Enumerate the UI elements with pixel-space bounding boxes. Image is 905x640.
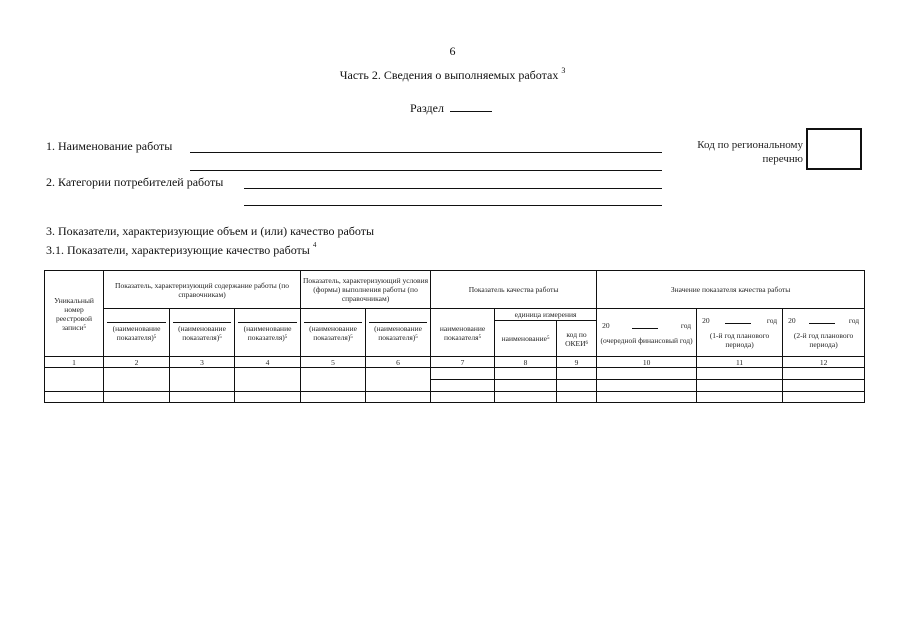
table-cell[interactable]: [597, 380, 697, 392]
table-cell[interactable]: [783, 380, 865, 392]
year-1-row: [598, 321, 695, 330]
consumer-categories-field-line-1[interactable]: [244, 188, 662, 189]
header-quality-indicator: Показатель качества работы: [431, 271, 597, 309]
table-cell[interactable]: [697, 392, 783, 403]
header-sub-name-3: [170, 309, 235, 357]
section-label: Раздел: [410, 101, 444, 115]
year-3-desc: (2-й год планового периода): [793, 331, 854, 349]
col-number: 9: [557, 357, 597, 368]
year-1-prefix: 20: [602, 320, 610, 330]
year-1-blank[interactable]: [632, 321, 658, 329]
table-cell[interactable]: [697, 380, 783, 392]
table-cell[interactable]: [431, 368, 495, 380]
sub-name-text: (наименование показателя): [309, 324, 357, 342]
quality-name-note: 5: [478, 334, 482, 340]
sub-name-note: 5: [284, 335, 288, 340]
header-sub-name-4: [235, 309, 301, 357]
col-number: 4: [235, 357, 301, 368]
col-number: 8: [495, 357, 557, 368]
table-row: [45, 368, 865, 380]
header-quality-name: [431, 309, 495, 357]
table-cell[interactable]: [366, 392, 431, 403]
column-number-row: [45, 357, 865, 368]
year-2-desc: (1-й год планового периода): [709, 331, 770, 349]
table-cell[interactable]: [104, 392, 170, 403]
header-unique-number-note: 5: [83, 324, 87, 330]
part-title-text: Часть 2. Сведения о выполняемых работах: [339, 68, 559, 82]
year-2-blank[interactable]: [725, 316, 751, 324]
sub-name-note: 5: [219, 335, 222, 340]
section-3-1-heading-text: 3.1. Показатели, характеризующие качество работы: [46, 243, 310, 257]
unit-name-text: наименование: [501, 334, 547, 343]
year-3-suffix: год: [848, 316, 860, 325]
table-cell[interactable]: [557, 380, 597, 392]
year-2-suffix: год: [766, 316, 778, 325]
col-number: 12: [783, 357, 865, 368]
sub-name-text: (наименование показателя): [243, 324, 292, 342]
work-name-label: 1. Наименование работы: [46, 139, 173, 153]
table-cell[interactable]: [557, 368, 597, 380]
header-unique-number-text: Уникальный номер реестровой записи: [54, 295, 94, 332]
header-indicator-value: Значение показателя качества работы: [597, 271, 865, 309]
table-cell[interactable]: [495, 380, 557, 392]
table-cell[interactable]: [431, 392, 495, 403]
table-cell[interactable]: [495, 392, 557, 403]
header-year-1: [597, 309, 697, 357]
col-number: 10: [597, 357, 697, 368]
table-cell[interactable]: [597, 368, 697, 380]
section-line: [410, 99, 492, 116]
col-number: 6: [366, 357, 431, 368]
work-name-field-line-1[interactable]: [190, 152, 662, 153]
col-number: 7: [431, 357, 495, 368]
table-cell[interactable]: [301, 392, 366, 403]
header-sub-name-2: [104, 309, 170, 357]
table-cell[interactable]: [235, 368, 301, 392]
header-content-indicator: Показатель, характеризующий содержание работы (по справочникам): [104, 271, 301, 309]
year-3-row: [784, 316, 863, 325]
col-number: 11: [697, 357, 783, 368]
year-1-desc: (очередной финансовый год): [600, 335, 693, 345]
section-3-heading: 3. Показатели, характеризующие объем и (или) качество работы: [46, 224, 375, 238]
header-year-3: [783, 309, 865, 357]
table-cell[interactable]: [366, 368, 431, 392]
header-sub-name-5: [301, 309, 366, 357]
sub-name-text: (наименование показателя): [178, 324, 226, 342]
table-cell[interactable]: [597, 392, 697, 403]
header-year-2: [697, 309, 783, 357]
header-unique-number: [45, 271, 104, 357]
col-number: 5: [301, 357, 366, 368]
header-unit-name: [495, 321, 557, 357]
regional-code-box[interactable]: [806, 128, 862, 170]
section-3-1-note: 4: [312, 241, 317, 249]
table-cell[interactable]: [783, 368, 865, 380]
table-cell[interactable]: [104, 368, 170, 392]
regional-code-label: Код по региональному перечню: [697, 139, 803, 165]
section-3-1-heading: [46, 243, 316, 258]
unit-okei-note: 6: [585, 340, 589, 346]
table-cell[interactable]: [697, 368, 783, 380]
table-cell[interactable]: [301, 368, 366, 392]
sub-name-text: (наименование показателя): [374, 324, 422, 342]
sub-name-note: 5: [350, 335, 353, 340]
year-3-blank[interactable]: [809, 316, 835, 324]
header-unit: единица измерения: [495, 309, 597, 321]
sub-name-note: 5: [415, 335, 418, 340]
table-cell[interactable]: [557, 392, 597, 403]
table-cell[interactable]: [783, 392, 865, 403]
year-2-row: [698, 316, 781, 325]
work-name-field-line-2[interactable]: [190, 170, 662, 171]
quality-name-text: наименование показателя: [439, 323, 486, 342]
consumer-categories-field-line-2[interactable]: [244, 205, 662, 206]
part-title: [0, 68, 905, 83]
table-cell[interactable]: [45, 368, 104, 392]
header-conditions-indicator: Показатель, характеризующий условия (формы) выполнения работы (по справочникам): [301, 271, 431, 309]
unit-name-note: 5: [546, 336, 550, 341]
quality-indicators-table: [44, 270, 865, 403]
table-cell[interactable]: [235, 392, 301, 403]
consumer-categories-label: 2. Категории потребителей работы: [46, 175, 224, 189]
table-row: [45, 392, 865, 403]
header-unit-okei: [557, 321, 597, 357]
section-number-field[interactable]: [450, 99, 492, 112]
table-cell[interactable]: [45, 392, 104, 403]
col-number: 1: [45, 357, 104, 368]
year-2-prefix: 20: [702, 316, 710, 325]
table-cell[interactable]: [495, 368, 557, 380]
sub-name-text: (наименование показателя): [112, 324, 161, 342]
col-number: 2: [104, 357, 170, 368]
year-3-prefix: 20: [788, 316, 796, 325]
table-cell[interactable]: [431, 380, 495, 392]
col-number: 3: [170, 357, 235, 368]
table-cell[interactable]: [170, 368, 235, 392]
header-sub-name-6: [366, 309, 431, 357]
sub-name-note: 5: [153, 335, 157, 340]
year-1-suffix: год: [680, 320, 692, 330]
unit-okei-text: код по ОКЕИ: [565, 329, 587, 348]
page-number: 6: [449, 44, 456, 58]
part-title-note: 3: [561, 66, 566, 75]
table-cell[interactable]: [170, 392, 235, 403]
